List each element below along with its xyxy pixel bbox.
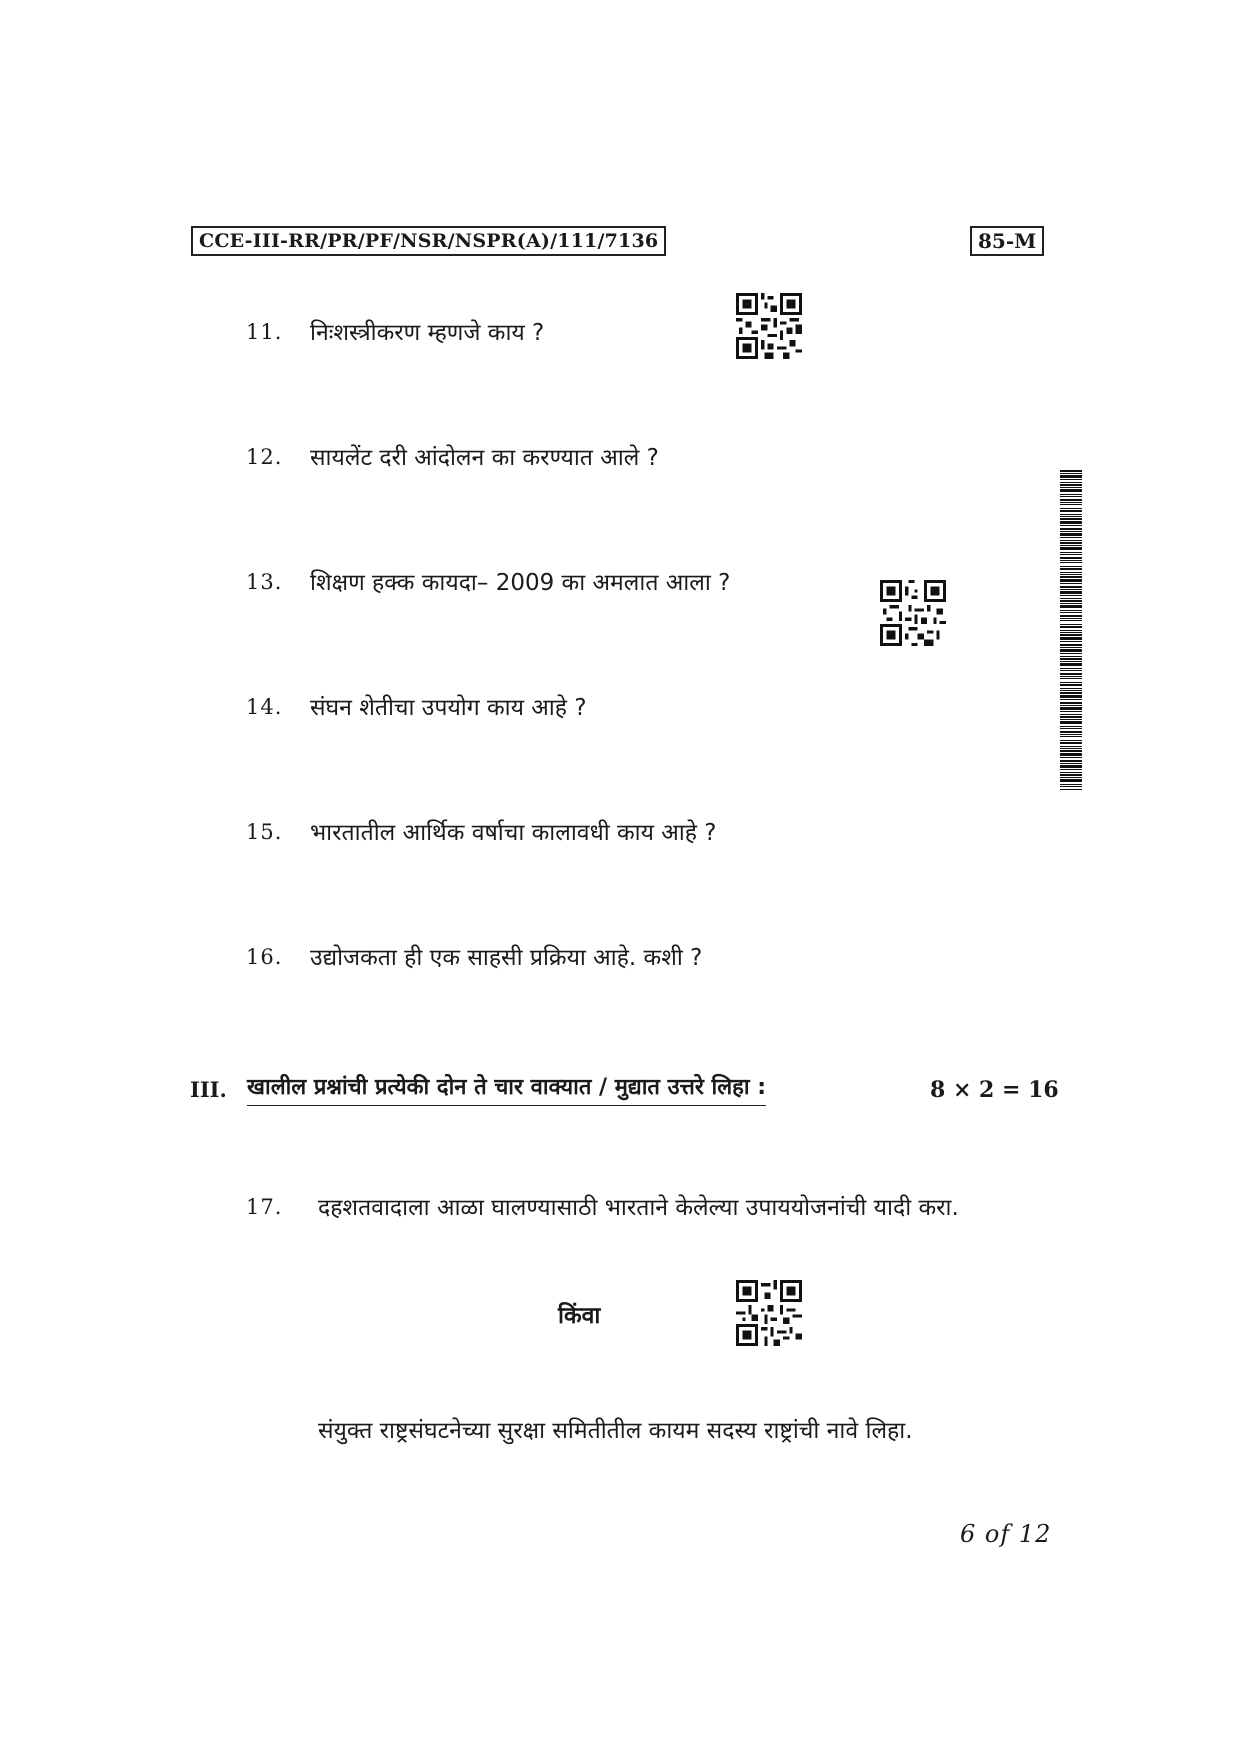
question-text: उद्योजकता ही एक साहसी प्रक्रिया आहे. कशी ?: [310, 945, 703, 971]
question-number: 15.: [246, 820, 283, 844]
question-text: निःशस्त्रीकरण म्हणजे काय ?: [310, 320, 545, 346]
question-text: सायलेंट दरी आंदोलन का करण्यात आले ?: [310, 445, 659, 471]
barcode-icon: [1060, 470, 1082, 790]
question-number: 12.: [246, 445, 283, 469]
question-number: 16.: [246, 945, 283, 969]
exam-code: CCE-III-RR/PR/PF/NSR/NSPR(A)/111/7136: [191, 226, 666, 256]
section-instruction: खालील प्रश्नांची प्रत्येकी दोन ते चार वाक्यात / मुद्यात उत्तरे लिहा :: [247, 1071, 766, 1106]
or-label: किंवा: [558, 1303, 601, 1329]
question-text: भारतातील आर्थिक वर्षाचा कालावधी काय आहे ?: [310, 820, 717, 846]
qr-code-icon: [736, 293, 802, 359]
question-text: संघन शेतीचा उपयोग काय आहे ?: [310, 695, 587, 721]
alternative-question-text: संयुक्त राष्ट्रसंघटनेच्या सुरक्षा समितीतील कायम सदस्य राष्ट्रांची नावे लिहा.: [318, 1418, 913, 1444]
question-text: दहशतवादाला आळा घालण्यासाठी भारताने केलेल्या उपाययोजनांची यादी करा.: [318, 1195, 959, 1221]
qr-code-icon: [880, 580, 946, 646]
paper-code: 85-M: [970, 226, 1044, 256]
section-number: III.: [190, 1077, 227, 1102]
question-text: शिक्षण हक्क कायदा– 2009 का अमलात आला ?: [310, 570, 731, 596]
question-number: 13.: [246, 570, 283, 594]
question-number: 17.: [246, 1195, 283, 1219]
page-number: 6 of 12: [960, 1520, 1052, 1548]
question-number: 14.: [246, 695, 283, 719]
section-marks: 8 × 2 = 16: [930, 1077, 1059, 1103]
question-number: 11.: [246, 320, 283, 344]
qr-code-icon: [736, 1280, 802, 1346]
